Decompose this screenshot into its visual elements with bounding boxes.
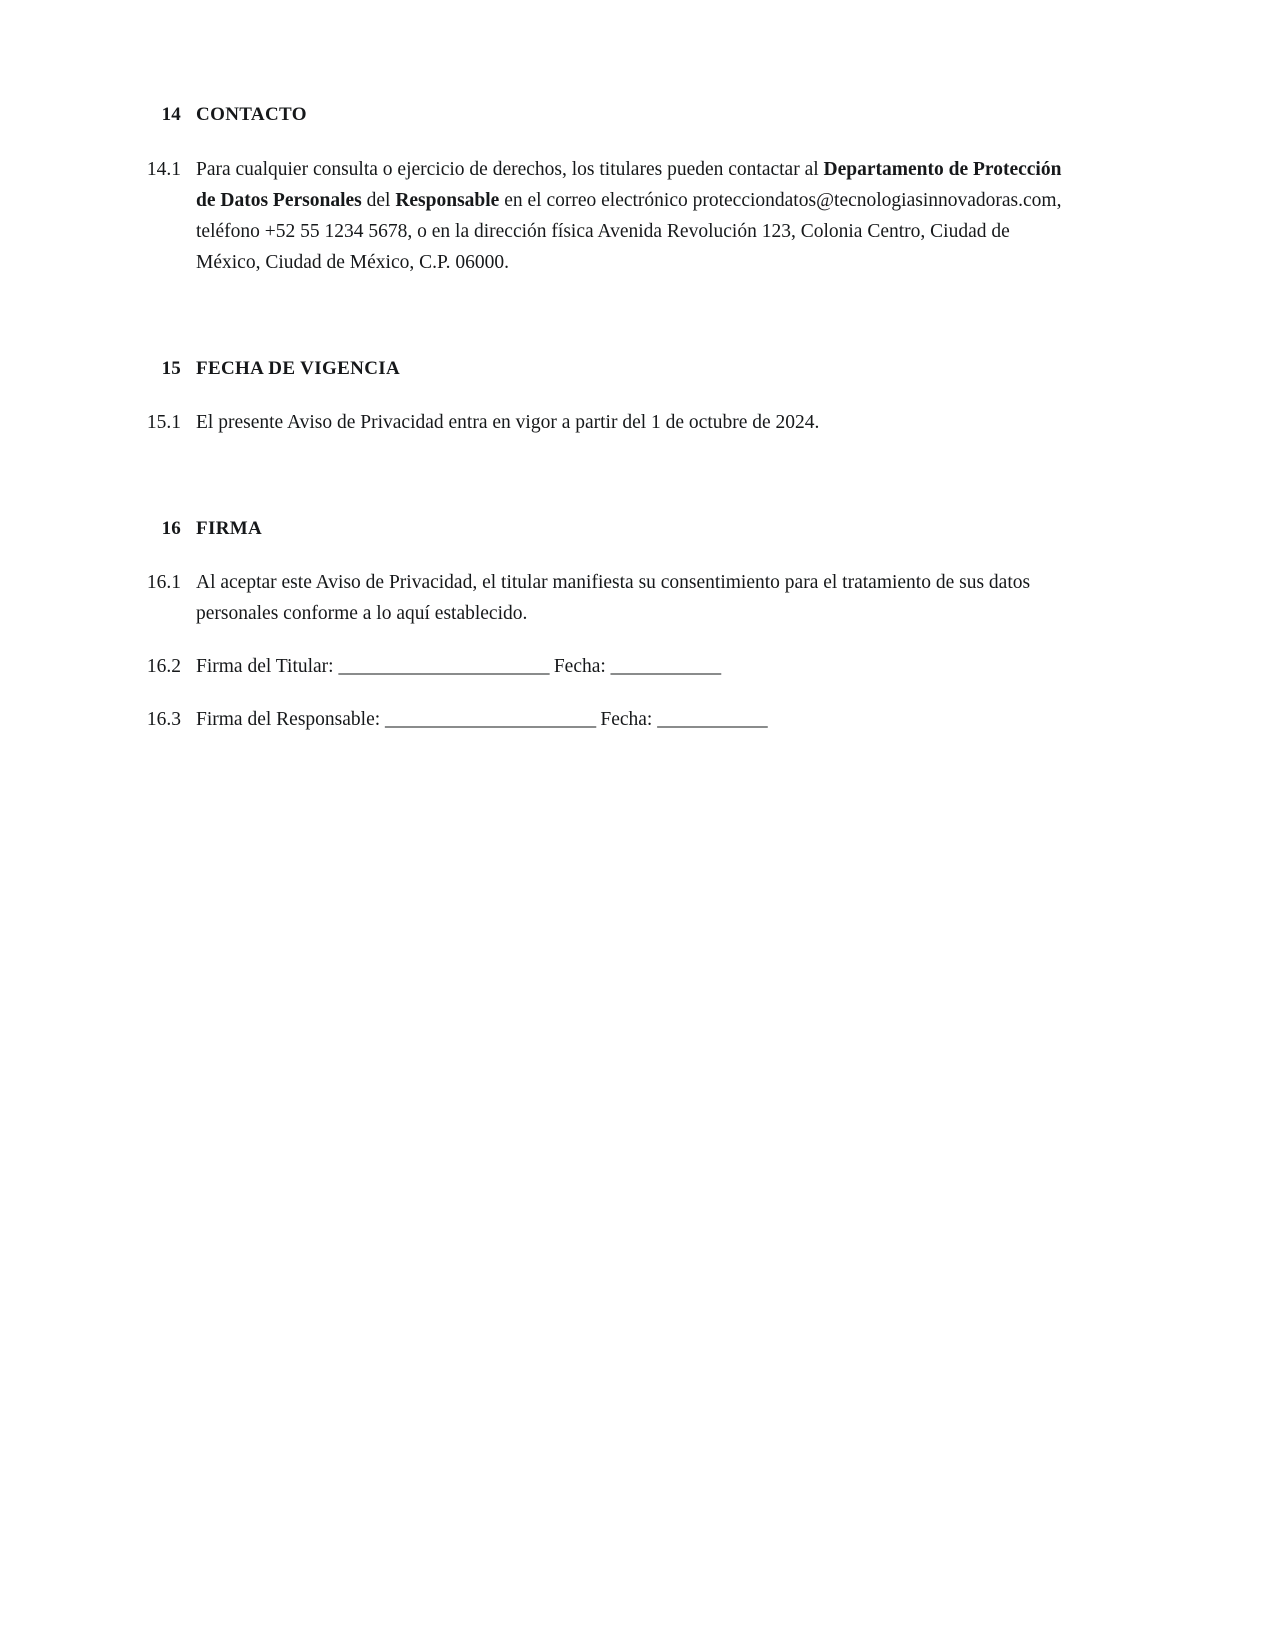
signature-line-titular[interactable]: _______________________ (338, 656, 549, 677)
date-line-titular[interactable]: ____________ (610, 656, 721, 677)
section-heading-contacto (135, 100, 1070, 130)
clause-14-1 (135, 154, 1070, 278)
date-label-titular: Fecha: (553, 656, 606, 677)
clause-number-16-3: 16.3 (146, 709, 181, 730)
clause-number-16-1: 16.1 (146, 572, 181, 593)
clause-16-2 (135, 651, 1070, 682)
section-title-contacto: CONTACTO (196, 104, 307, 125)
clause-15-1 (135, 407, 1070, 438)
clause-text-15-1: El presente Aviso de Privacidad entra en vigor a partir del 1 de octubre de 2024. (196, 412, 820, 433)
clause-number-16-2: 16.2 (146, 656, 181, 677)
date-label-responsable: Fecha: (600, 709, 653, 730)
clause-text-16-2 (181, 651, 1070, 682)
section-title-firma: FIRMA (196, 518, 263, 539)
section-number-16: 16 (161, 518, 181, 539)
section-heading-fecha-de-vigencia (135, 354, 1070, 384)
clause-number-14-1: 14.1 (146, 159, 181, 180)
section-number-14: 14 (161, 104, 181, 125)
clause-text-16-1: Al aceptar este Aviso de Privacidad, el titular manifiesta su consentimiento para el tratamiento de sus datos personales conforme a lo aquí establecido. (196, 572, 1031, 624)
clause-14-1-tail: en el correo electrónico protecciondatos@tecnologiasinnovadoras.com, teléfono +52 55 1234 5678, o en la dirección física Avenida Revolución 123, Colonia Centro, Ciudad de México, Ciudad de México, C.P. 06000. (196, 190, 1062, 273)
clause-14-1-lead: Para cualquier consulta o ejercicio de derechos, los titulares pueden contactar al (196, 159, 824, 180)
clause-number-15-1: 15.1 (146, 412, 181, 433)
clause-16-3 (135, 704, 1070, 735)
clause-14-1-mid: del (361, 190, 396, 211)
section-number-15: 15 (161, 358, 181, 379)
section-title-fecha-de-vigencia: FECHA DE VIGENCIA (196, 358, 401, 379)
signature-line-responsable[interactable]: _______________________ (385, 709, 596, 730)
clause-14-1-responsable: Responsable (395, 190, 500, 211)
clause-text-14-1 (181, 154, 1070, 278)
section-heading-firma (135, 514, 1070, 544)
clause-16-1 (135, 567, 1070, 629)
signature-label-responsable: Firma del Responsable: (196, 709, 381, 730)
signature-label-titular: Firma del Titular: (196, 656, 334, 677)
clause-text-16-3 (181, 704, 1070, 735)
date-line-responsable[interactable]: ____________ (657, 709, 768, 730)
clause-14-1-department: Departamento de Protección de Datos Personales (196, 159, 1062, 211)
